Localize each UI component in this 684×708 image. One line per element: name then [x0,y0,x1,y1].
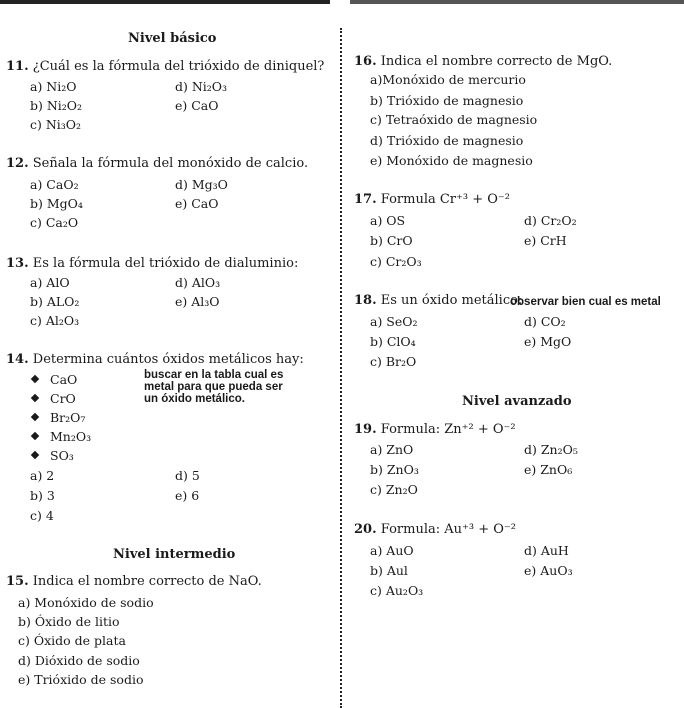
q15-option-b[interactable]: b) Óxido de litio [18,614,120,629]
q13-option-e[interactable]: e) Al₃O [175,294,220,309]
question-number: 14. [6,352,29,367]
q14-option-a[interactable]: a) 2 [30,468,55,483]
question-number: 18. [354,293,377,308]
question-number: 16. [354,54,377,69]
section-title-advanced: Nivel avanzado [462,394,572,409]
top-rule-right [350,0,684,4]
question-text: Indica el nombre correcto de NaO. [32,574,262,589]
q16-option-c[interactable]: c) Tetraóxido de magnesio [370,112,538,127]
question-16 [354,54,612,69]
question-11 [6,59,324,74]
question-text: Formula: Zn⁺² + O⁻² [380,422,516,437]
q20-option-b[interactable]: b) Aul [370,563,408,578]
q13-option-a[interactable]: a) AlO [30,275,70,290]
diamond-bullet-icon [31,413,39,421]
q18-option-a[interactable]: a) SeO₂ [370,314,418,329]
question-number: 11. [6,59,29,74]
q18-option-e[interactable]: e) MgO [524,334,572,349]
q12-option-b[interactable]: b) MgO₄ [30,196,83,211]
q14-item: SO₃ [32,448,74,463]
diamond-bullet-icon [31,394,39,402]
q14-item: CrO [32,391,76,406]
section-title-intermediate: Nivel intermedio [113,547,236,562]
q11-option-b[interactable]: b) Ni₂O₂ [30,98,83,113]
question-text: ¿Cuál es la fórmula del trióxido de diniquel? [32,59,325,74]
q16-option-b[interactable]: b) Trióxido de magnesio [370,93,524,108]
q14-option-e[interactable]: e) 6 [175,488,200,503]
q17-option-a[interactable]: a) OS [370,213,406,228]
question-number: 15. [6,574,29,589]
question-text: Formula Cr⁺³ + O⁻² [380,192,510,207]
q17-option-e[interactable]: e) CrH [524,233,567,248]
question-15 [6,574,262,589]
q18-option-b[interactable]: b) ClO₄ [370,334,416,349]
q14-item: CaO [32,372,77,387]
question-20 [354,522,516,537]
q13-option-b[interactable]: b) ALO₂ [30,294,80,309]
q15-option-c[interactable]: c) Óxido de plata [18,633,126,648]
diamond-bullet-icon [31,432,39,440]
q14-item: Mn₂O₃ [32,429,91,444]
q16-option-e[interactable]: e) Monóxido de magnesio [370,153,533,168]
question-text: Determina cuántos óxidos metálicos hay: [32,352,304,367]
question-number: 17. [354,192,377,207]
q14-option-c[interactable]: c) 4 [30,508,54,523]
q15-option-e[interactable]: e) Trióxido de sodio [18,672,144,687]
question-17 [354,192,510,207]
q16-option-d[interactable]: d) Trióxido de magnesio [370,133,524,148]
question-14 [6,352,304,367]
question-text: Formula: Au⁺³ + O⁻² [380,522,516,537]
q19-option-c[interactable]: c) Zn₂O [370,482,418,497]
question-number: 20. [354,522,377,537]
question-text: Es la fórmula del trióxido de dialuminio: [32,256,299,271]
q14-note-line: metal para que pueda ser [144,381,283,393]
q15-option-d[interactable]: d) Dióxido de sodio [18,653,140,668]
q12-option-d[interactable]: d) Mg₃O [175,177,228,192]
q14-option-b[interactable]: b) 3 [30,488,55,503]
section-title-basic: Nivel básico [128,31,217,46]
q11-option-a[interactable]: a) Ni₂O [30,79,77,94]
q14-item: Br₂O₇ [32,410,85,425]
q15-option-a[interactable]: a) Monóxido de sodio [18,595,154,610]
q14-note-line: un óxido metálico. [144,393,245,405]
q13-option-c[interactable]: c) Al₂O₃ [30,313,80,328]
question-number: 13. [6,256,29,271]
q13-option-d[interactable]: d) AlO₃ [175,275,221,290]
q19-option-a[interactable]: a) ZnO [370,442,414,457]
q12-option-e[interactable]: e) CaO [175,196,219,211]
question-12 [6,156,308,171]
q17-option-b[interactable]: b) CrO [370,233,413,248]
q19-option-e[interactable]: e) ZnO₆ [524,462,573,477]
question-text: Es un óxido metálico: [380,293,523,308]
q12-option-a[interactable]: a) CaO₂ [30,177,79,192]
q16-option-a[interactable]: a)Monóxido de mercurio [370,72,526,87]
question-18 [354,293,522,308]
question-number: 19. [354,422,377,437]
question-number: 12. [6,156,29,171]
column-divider [340,28,342,708]
diamond-bullet-icon [31,375,39,383]
q20-option-e[interactable]: e) AuO₃ [524,563,573,578]
q18-option-c[interactable]: c) Br₂O [370,354,417,369]
question-text: Indica el nombre correcto de MgO. [380,54,613,69]
question-19 [354,422,516,437]
q12-option-c[interactable]: c) Ca₂O [30,215,79,230]
q17-option-c[interactable]: c) Cr₂O₃ [370,254,422,269]
q14-note-line: buscar en la tabla cual es [144,369,284,381]
q19-option-b[interactable]: b) ZnO₃ [370,462,419,477]
q18-option-d[interactable]: d) CO₂ [524,314,566,329]
question-13 [6,256,298,271]
q11-option-c[interactable]: c) Ni₃O₂ [30,117,82,132]
q17-option-d[interactable]: d) Cr₂O₂ [524,213,577,228]
question-text: Señala la fórmula del monóxido de calcio. [32,156,309,171]
q20-option-c[interactable]: c) Au₂O₃ [370,583,424,598]
q19-option-d[interactable]: d) Zn₂O₅ [524,442,578,457]
diamond-bullet-icon [31,451,39,459]
q18-note: observar bien cual es metal [510,296,661,308]
q11-option-e[interactable]: e) CaO [175,98,219,113]
q14-option-d[interactable]: d) 5 [175,468,200,483]
q20-option-a[interactable]: a) AuO [370,543,414,558]
q20-option-d[interactable]: d) AuH [524,543,569,558]
q11-option-d[interactable]: d) Ni₂O₃ [175,79,228,94]
top-rule-left [0,0,330,4]
